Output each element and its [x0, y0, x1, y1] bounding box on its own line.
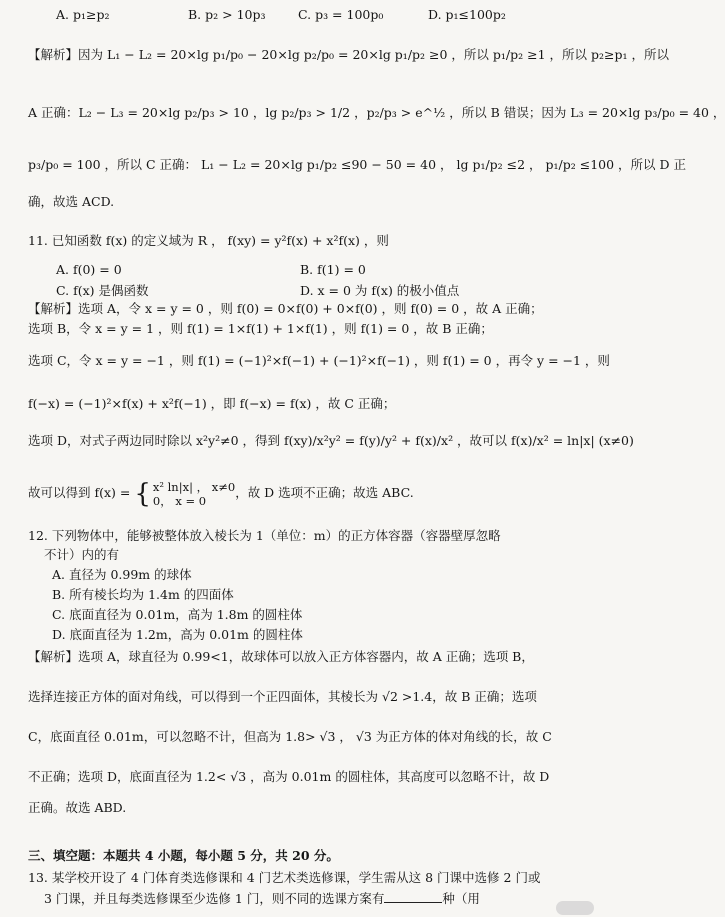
q12-solution-line-1: 【解析】选项 A，球直径为 0.99<1，故球体可以放入正方体容器内，故 A 正确；选项 B， — [28, 649, 534, 664]
q11-solution-c: 选项 C，令 x = y = −1 ，则 f(1) = (−1)²×f(−1) + (−1)²×f(−1) ，则 f(1) = 0 ，再令 y = −1 ，则 — [28, 353, 610, 368]
answer-blank[interactable] — [384, 891, 442, 903]
q13-text: 3 门课，并且每类选修课至少选修 1 门，则不同的选课方案有 — [44, 891, 385, 906]
q10-option-c: C. p₃ = 100p₀ — [298, 7, 384, 22]
q11-option-d: D. x = 0 为 f(x) 的极小值点 — [300, 283, 460, 298]
q10-option-b: B. p₂ > 10p₃ — [188, 7, 266, 22]
piecewise-cases — [153, 480, 235, 508]
q12-option-d: D. 底面直径为 1.2m，高为 0.01m 的圆柱体 — [52, 627, 303, 642]
q12-stem-line-1: 12. 下列物体中，能够被整体放入棱长为 1（单位：m）的正方体容器（容器壁厚忽略 — [28, 528, 501, 543]
q10-solution-line-2: A 正确：L₂ − L₃ = 20×lg p₂/p₃ > 10 ，lg p₂/p₃ > 1/2 ，p₂/p₃ > e^½ ，所以 B 错误；因为 L₃ = 20×lg p₃/p₀ = 40 ， — [28, 105, 725, 120]
q13-text-end: 种（用 — [442, 891, 480, 906]
q12-solution-line-4: 不正确；选项 D，底面直径为 1.2< √3 ，高为 0.01m 的圆柱体，其高度可以忽略不计，故 D — [28, 769, 550, 784]
q12-option-c: C. 底面直径为 0.01m，高为 1.8m 的圆柱体 — [52, 607, 303, 622]
q12-solution-line-5: 正确。故选 ABD. — [28, 800, 127, 815]
watermark-logo — [556, 901, 594, 915]
q11-stem: 11. 已知函数 f(x) 的定义域为 R ， f(xy) = y²f(x) + x²f(x) ，则 — [28, 233, 389, 248]
q12-option-a: A. 直径为 0.99m 的球体 — [52, 567, 192, 582]
piecewise-case-2: 0， x = 0 — [152, 493, 207, 508]
q13-line-2 — [44, 890, 584, 907]
q12-solution-line-2: 选择连接正方体的面对角线，可以得到一个正四面体，其棱长为 √2 >1.4，故 B 正确；选项 — [28, 689, 537, 704]
q11-option-a: A. f(0) = 0 — [56, 262, 122, 277]
q11-option-c: C. f(x) 是偶函数 — [56, 283, 149, 298]
q11-solution-d-piecewise — [28, 478, 584, 508]
q11-solution-d: 选项 D，对式子两边同时除以 x²y²≠0 ，得到 f(xy)/x²y² = f(y)/y² + f(x)/x² ，故可以 f(x)/x² = ln|x| (x≠0) — [28, 433, 634, 448]
q12-option-b: B. 所有棱长均为 1.4m 的四面体 — [52, 587, 234, 602]
q10-solution-line-1: 【解析】因为 L₁ − L₂ = 20×lg p₁/p₀ − 20×lg p₂/p₀ = 20×lg p₁/p₂ ≥0 ，所以 p₁/p₂ ≥1 ，所以 p₂≥p₁ ，所以 — [28, 47, 669, 62]
q11-solution-b: 选项 B，令 x = y = 1 ，则 f(1) = 1×f(1) + 1×f(1) ，则 f(1) = 0 ，故 B 正确； — [28, 321, 493, 336]
q10-option-a: A. p₁≥p₂ — [56, 7, 110, 22]
q11-solution-a: 【解析】选项 A，令 x = y = 0 ，则 f(0) = 0×f(0) + 0×f(0) ，则 f(0) = 0 ，故 A 正确； — [28, 301, 543, 316]
q10-option-d: D. p₁≤100p₂ — [428, 7, 506, 22]
q11-option-b: B. f(1) = 0 — [300, 262, 366, 277]
q13-line-1: 13. 某学校开设了 4 门体育类选修课和 4 门艺术类选修课，学生需从这 8 门课中选修 2 门或 — [28, 870, 541, 885]
q10-solution-line-4: 确，故选 ACD. — [28, 194, 115, 209]
piecewise-case-1: x² ln|x| ， x≠0 — [152, 479, 236, 494]
piecewise-suffix: ，故 D 选项不正确；故选 ABC. — [235, 485, 414, 500]
q12-solution-line-3: C，底面直径 0.01m，可以忽略不计，但高为 1.8> √3 ， √3 为正方体的体对角线的长，故 C — [28, 729, 552, 744]
q12-stem-line-2: 不计）内的有 — [44, 547, 120, 562]
section-3-heading: 三、填空题：本题共 4 小题，每小题 5 分，共 20 分。 — [28, 848, 339, 863]
left-brace-icon: { — [134, 478, 151, 509]
q11-solution-c-cont: f(−x) = (−1)²×f(x) + x²f(−1) ，即 f(−x) = f(x) ，故 C 正确； — [28, 396, 396, 411]
q10-solution-line-3: p₃/p₀ = 100 ，所以 C 正确： L₁ − L₂ = 20×lg p₁/p₂ ≤90 − 50 = 40 ， lg p₁/p₂ ≤2 ， p₁/p₂ ≤100 ，所以 D 正 — [28, 157, 687, 172]
piecewise-prefix: 故可以得到 f(x) = — [28, 485, 135, 500]
